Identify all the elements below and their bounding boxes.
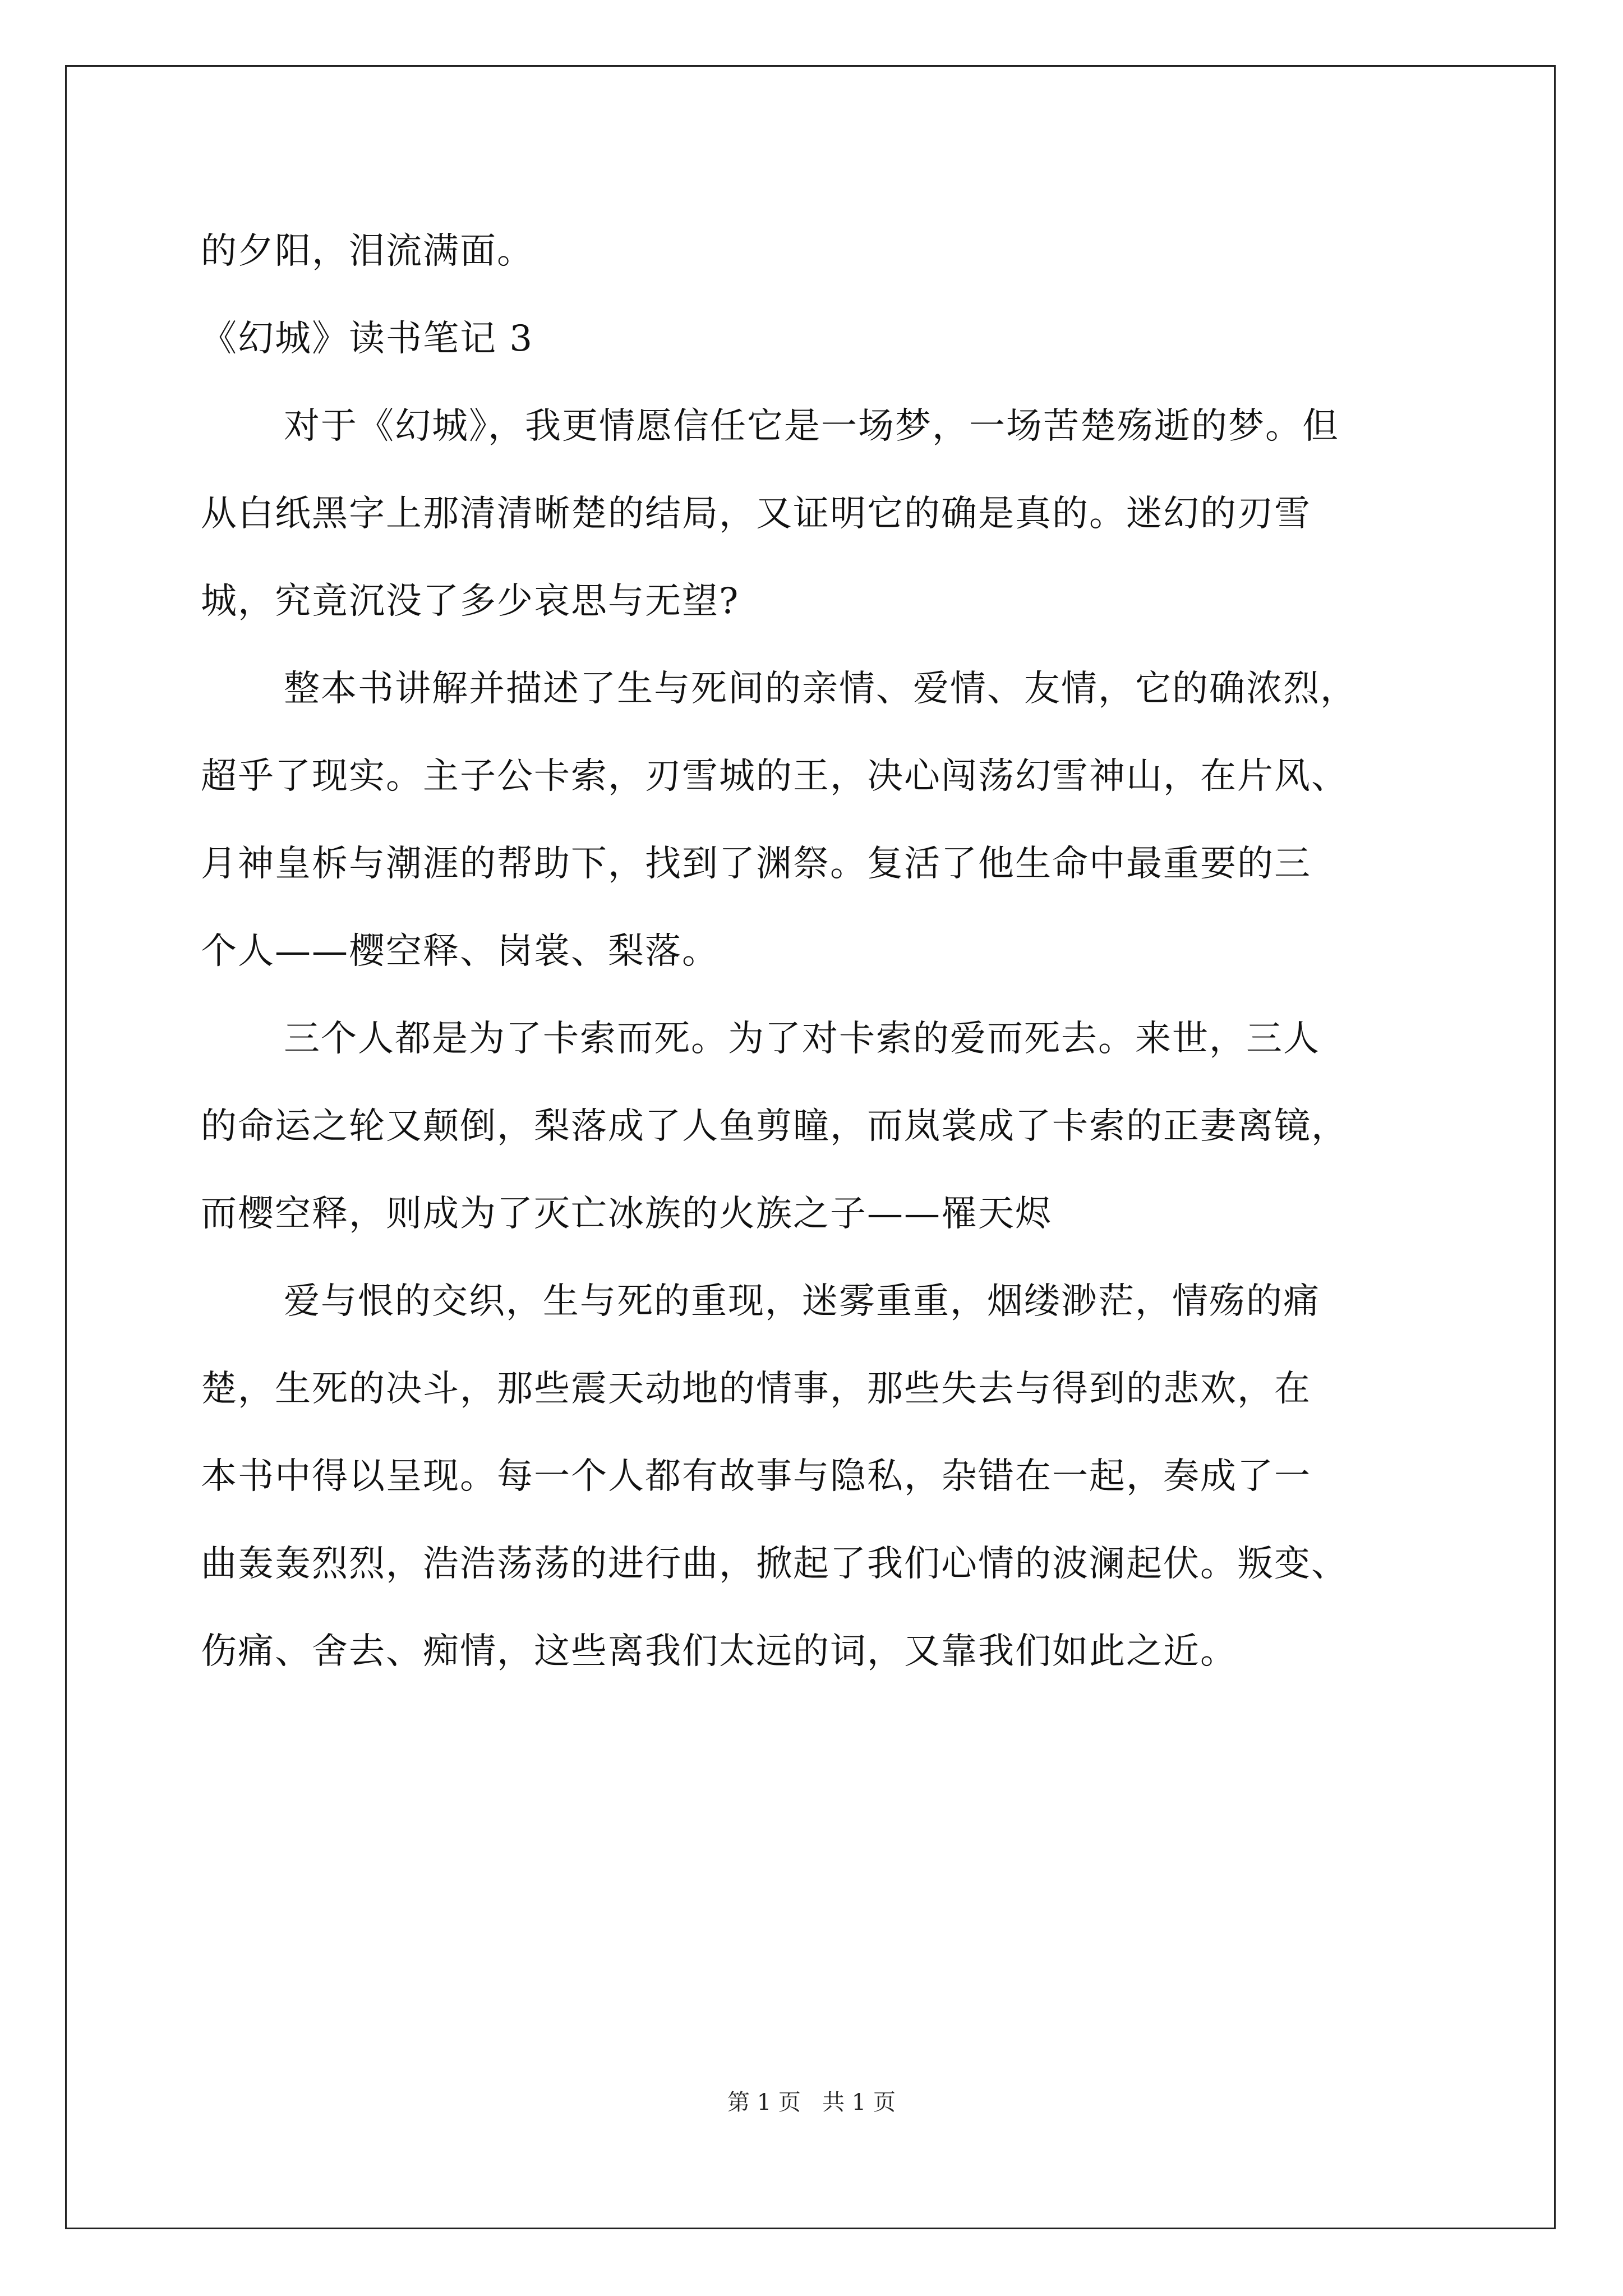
paragraph-line: 而樱空释，则成为了灭亡冰族的火族之子——罹天烬 [201, 1193, 1052, 1235]
paragraph-line: 楚，生死的决斗，那些震天动地的情事，那些失去与得到的悲欢，在 [201, 1368, 1311, 1410]
paragraph-line: 城，究竟沉没了多少哀思与无望? [201, 581, 740, 622]
paragraph-line: 对于《幻城》，我更情愿信任它是一场梦，一场苦楚殇逝的梦。但 [284, 406, 1339, 447]
text-line: 的夕阳，泪流满面。 [201, 231, 534, 272]
paragraph-line: 的命运之轮又颠倒，梨落成了人鱼剪瞳，而岚裳成了卡索的正妻离镜， [201, 1106, 1348, 1147]
paragraph-line: 超乎了现实。主子公卡索，刃雪城的王，决心闯荡幻雪神山，在片风、 [201, 756, 1348, 797]
paragraph-line: 三个人都是为了卡索而死。为了对卡索的爱而死去。来世，三人 [284, 1018, 1320, 1060]
paragraph-line: 整本书讲解并描述了生与死间的亲情、爱情、友情，它的确浓烈， [284, 668, 1357, 710]
page-footer: 第 1 页 共 1 页 [727, 2090, 896, 2115]
paragraph-line: 个人——樱空释、岗裳、梨落。 [201, 931, 719, 972]
section-heading: 《幻城》读书笔记 3 [201, 318, 534, 360]
paragraph-line: 伤痛、舍去、痴情，这些离我们太远的词，又靠我们如此之近。 [201, 1631, 1237, 1672]
paragraph-line: 月神皇柝与潮涯的帮助下，找到了渊祭。复活了他生命中最重要的三 [201, 843, 1311, 885]
paragraph-line: 从白纸黑字上那清清晰楚的结局，又证明它的确是真的。迷幻的刃雪 [201, 493, 1311, 535]
document-body [201, 208, 1422, 1695]
paragraph-line: 曲轰轰烈烈，浩浩荡荡的进行曲，掀起了我们心情的波澜起伏。叛变、 [201, 1543, 1348, 1585]
paragraph-line: 爱与恨的交织，生与死的重现，迷雾重重，烟缕渺茫，情殇的痛 [284, 1281, 1320, 1322]
paragraph-line: 本书中得以呈现。每一个人都有故事与隐私，杂错在一起，奏成了一 [201, 1456, 1311, 1497]
